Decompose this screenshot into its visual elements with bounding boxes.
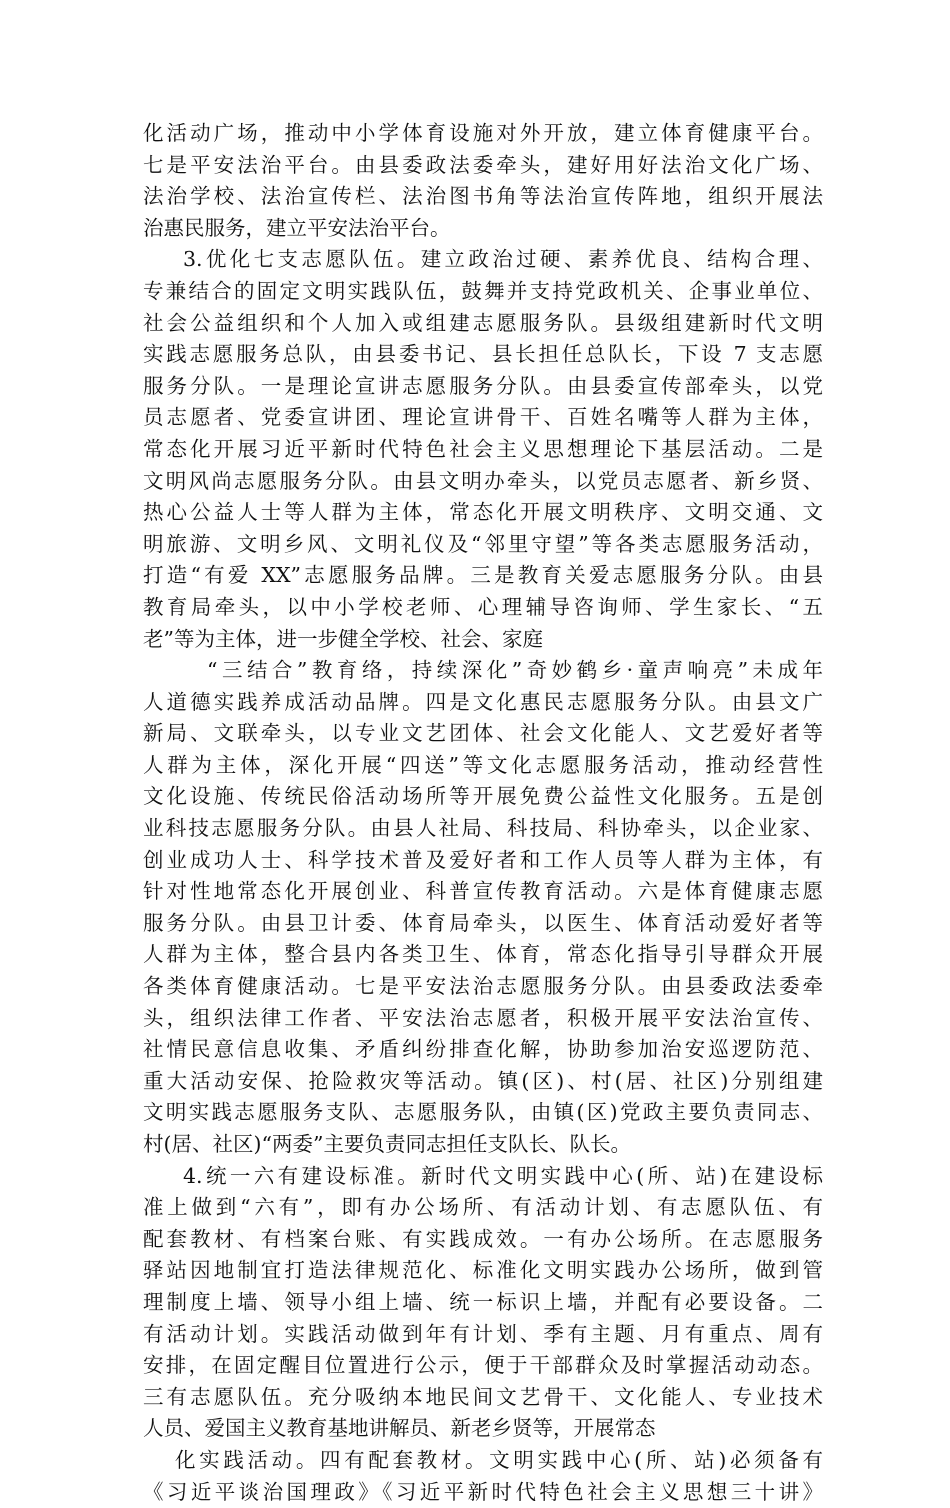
text-line: 社情民意信息收集、矛盾纠纷排查化解，协助参加治安巡逻防范、 [143, 1037, 823, 1062]
text-line: 专兼结合的固定文明实践队伍，鼓舞并支持党政机关、企事业单位、 [143, 278, 823, 303]
text-line: 理制度上墙、领导小组上墙、统一标识上墙，并配有必要设备。二 [143, 1289, 823, 1314]
text-line: 服务分队。由县卫计委、体育局牵头，以医生、体育活动爱好者等 [143, 910, 823, 935]
text-line: 员志愿者、党委宣讲团、理论宣讲骨干、百姓名嘴等人群为主体， [143, 405, 823, 430]
body-text [143, 118, 823, 1508]
text-line: 服务分队。一是理论宣讲志愿服务分队。由县委宣传部牵头，以党 [143, 373, 823, 398]
text-line: 业科技志愿服务分队。由县人社局、科技局、科协牵头，以企业家、 [143, 816, 823, 841]
text-line: 热心公益人士等人群为主体，常态化开展文明秩序、文明交通、文 [143, 500, 823, 525]
paragraph-start-line: 3.优化七支志愿队伍。建立政治过硬、素养优良、结构合理、 [183, 247, 823, 272]
text-line: 明旅游、文明乡风、文明礼仪及“邻里守望”等各类志愿服务活动， [143, 531, 823, 556]
text-line: 有活动计划。实践活动做到年有计划、季有主题、月有重点、周有 [143, 1321, 823, 1346]
text-line: 村(居、社区)“两委”主要负责同志担任支队长、队长。 [143, 1132, 631, 1156]
text-line: 文化设施、传统民俗活动场所等开展免费公益性文化服务。五是创 [143, 784, 823, 809]
text-line: 七是平安法治平台。由县委政法委牵头，建好用好法治文化广场、 [143, 152, 823, 177]
text-line: 重大活动安保、抢险救灾等活动。镇(区)、村(居、社区)分别组建 [143, 1068, 823, 1093]
text-line: 驿站因地制宜打造法律规范化、标准化文明实践办公场所，做到管 [143, 1258, 823, 1283]
text-line: 准上做到“六有”，即有办公场所、有活动计划、有志愿队伍、有 [143, 1195, 823, 1220]
text-line: 新局、文联牵头，以专业文艺团体、社会文化能人、文艺爱好者等 [143, 721, 823, 746]
text-line: 化活动广场，推动中小学体育设施对外开放，建立体育健康平台。 [143, 121, 823, 145]
text-line: 各类体育健康活动。七是平安法治志愿服务分队。由县委政法委牵 [143, 974, 823, 999]
paragraph-start-line: 化实践活动。四有配套教材。文明实践中心(所、站)必须备有 [175, 1447, 823, 1472]
text-line: 配套教材、有档案台账、有实践成效。一有办公场所。在志愿服务 [143, 1226, 823, 1251]
text-line: 法治学校、法治宣传栏、法治图书角等法治宣传阵地，组织开展法 [143, 184, 823, 209]
paragraph-start-line: “三结合”教育络，持续深化”奇妙鹤乡·童声响亮”未成年 [207, 658, 823, 683]
text-line: 人员、爱国主义教育基地讲解员、新老乡贤等，开展常态 [143, 1416, 656, 1441]
text-line: 《习近平谈治国理政》《习近平新时代特色社会主义思想三十讲》 [143, 1479, 823, 1504]
text-line: 常态化开展习近平新时代特色社会主义思想理论下基层活动。二是 [143, 436, 823, 461]
text-line: 三有志愿队伍。充分吸纳本地民间文艺骨干、文化能人、专业技术 [143, 1384, 823, 1409]
paragraph-start-line: 4.统一六有建设标准。新时代文明实践中心(所、站)在建设标 [183, 1163, 823, 1188]
text-line: 社会公益组织和个人加入或组建志愿服务队。县级组建新时代文明 [143, 310, 823, 335]
text-line: 老”等为主体，进一步健全学校、社会、家庭 [143, 626, 543, 651]
text-line: 文明风尚志愿服务分队。由县文明办牵头，以党员志愿者、新乡贤、 [143, 468, 823, 493]
text-line: 打造“有爱 XX”志愿服务品牌。三是教育关爱志愿服务分队。由县 [143, 563, 823, 588]
text-line: 治惠民服务，建立平安法治平台。 [143, 215, 451, 240]
text-line: 实践志愿服务总队，由县委书记、县长担任总队长，下设 7 支志愿 [143, 342, 823, 367]
text-line: 人群为主体，深化开展“四送”等文化志愿服务活动，推动经营性 [143, 752, 823, 777]
text-line: 文明实践志愿服务支队、志愿服务队，由镇(区)党政主要负责同志、 [143, 1100, 823, 1125]
text-line: 针对性地常态化开展创业、科普宣传教育活动。六是体育健康志愿 [143, 879, 823, 904]
text-line: 教育局牵头，以中小学校老师、心理辅导咨询师、学生家长、“五 [143, 594, 823, 619]
text-line: 人群为主体，整合县内各类卫生、体育，常态化指导引导群众开展 [143, 942, 823, 967]
text-line: 人道德实践养成活动品牌。四是文化惠民志愿服务分队。由县文广 [143, 689, 823, 714]
text-line: 安排，在固定醒目位置进行公示，便于干部群众及时掌握活动动态。 [143, 1353, 823, 1378]
text-line: 头，组织法律工作者、平安法治志愿者，积极开展平安法治宣传、 [143, 1005, 823, 1030]
text-line: 创业成功人士、科学技术普及爱好者和工作人员等人群为主体，有 [143, 847, 823, 872]
